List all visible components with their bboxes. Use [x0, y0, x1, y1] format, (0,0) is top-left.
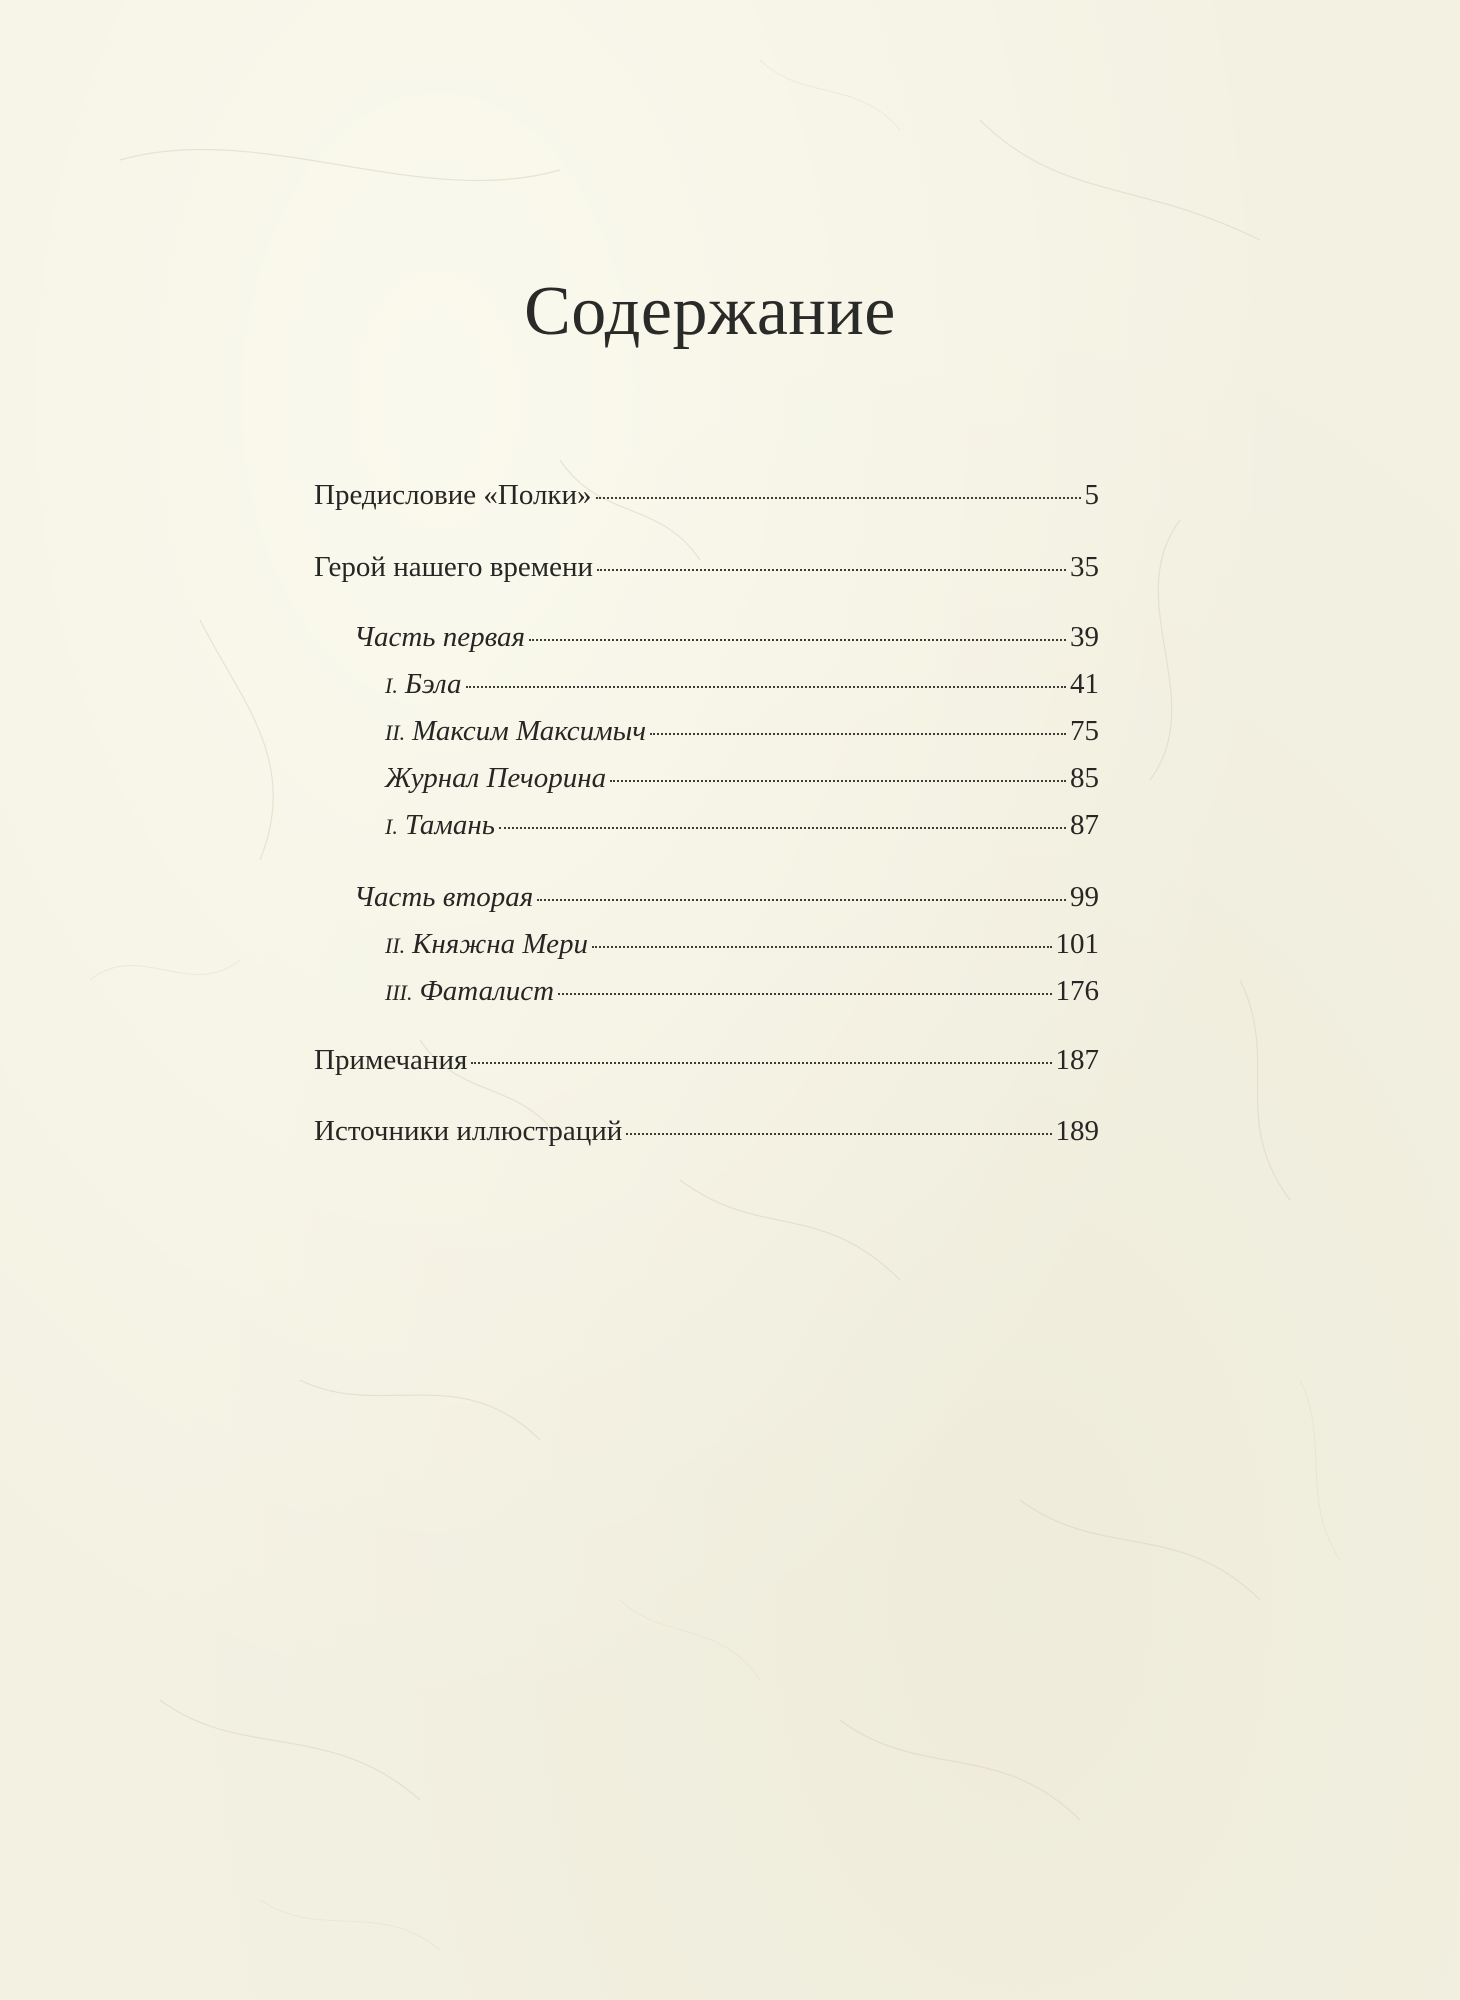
dot-leader [592, 946, 1051, 948]
dot-leader [558, 993, 1051, 995]
toc-entry-pechorin-journal [385, 764, 1099, 793]
toc-entry-princess-mary [385, 930, 1099, 959]
toc-entry-label: Тамань [404, 809, 495, 841]
toc-page-number: 35 [1070, 551, 1099, 583]
toc-page-number: 85 [1070, 762, 1099, 794]
dot-leader [597, 569, 1066, 571]
toc-entry-label: Герой нашего времени [314, 551, 594, 583]
toc-roman-numeral: I. [385, 673, 398, 698]
toc-page-number: 39 [1070, 621, 1099, 653]
dot-leader [466, 686, 1067, 688]
toc-page-number: 41 [1070, 668, 1099, 700]
toc-roman-numeral: I. [385, 814, 398, 839]
toc-page-number: 75 [1070, 715, 1099, 747]
toc-entry-notes [314, 1046, 1099, 1075]
toc-entry-label: Максим Максимыч [412, 715, 647, 747]
dot-leader [596, 497, 1081, 499]
toc-page-number: 189 [1055, 1115, 1099, 1147]
toc-entry-label: Часть первая [354, 621, 525, 653]
toc-page-number: 101 [1055, 928, 1099, 960]
toc-roman-numeral: II. [385, 933, 406, 958]
toc-entry-preface [314, 481, 1099, 510]
toc-page-number: 99 [1070, 881, 1099, 913]
toc-entry-part-one [354, 623, 1099, 652]
toc-entry-bela [385, 670, 1099, 699]
toc-page-number: 176 [1055, 975, 1099, 1007]
toc-entry-label: Княжна Мери [412, 928, 589, 960]
dot-leader [537, 899, 1066, 901]
dot-leader [610, 780, 1066, 782]
toc-entry-label: Источники иллюстраций [314, 1115, 623, 1147]
toc-entry-label: Фаталист [419, 975, 555, 1007]
toc-entry-label: Часть вторая [354, 881, 534, 913]
page-title: Содержание [524, 273, 896, 350]
toc-entry-fatalist [385, 977, 1099, 1006]
toc-roman-numeral: III. [385, 980, 413, 1005]
toc-page-number: 87 [1070, 809, 1099, 841]
toc-page-number: 187 [1055, 1044, 1099, 1076]
dot-leader [499, 827, 1066, 829]
dot-leader [471, 1062, 1051, 1064]
dot-leader [529, 639, 1066, 641]
toc-entry-taman [385, 811, 1099, 840]
toc-entry-maksim-maksimych [385, 717, 1099, 746]
toc-entry-label: Примечания [314, 1044, 468, 1076]
toc-roman-numeral: II. [385, 720, 406, 745]
dot-leader [626, 1133, 1051, 1135]
dot-leader [650, 733, 1066, 735]
toc-entry-illustration-sources [314, 1117, 1099, 1146]
toc-entry-part-two [354, 883, 1099, 912]
toc-entry-label: Бэла [404, 668, 462, 700]
toc-entry-hero [314, 553, 1099, 582]
toc-page-number: 5 [1084, 479, 1099, 511]
toc-entry-label: Предисловие «Полки» [314, 479, 592, 511]
toc-entry-label: Журнал Печорина [385, 762, 607, 794]
